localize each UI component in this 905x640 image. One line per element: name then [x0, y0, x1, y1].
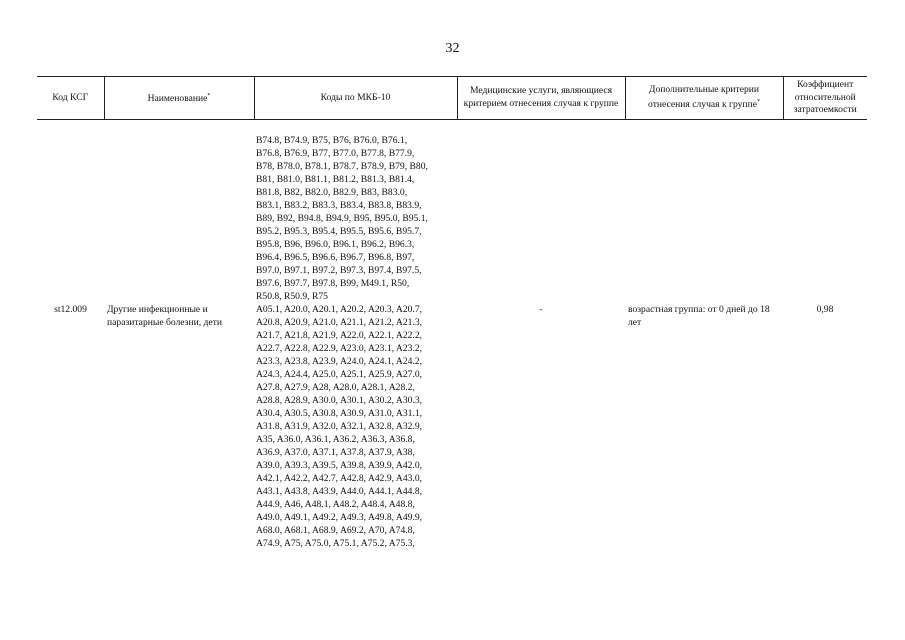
icd-codes-cell — [254, 134, 457, 303]
icd-code-line: B97.0, B97.1, B97.2, B97.3, B97.4, B97.5, — [256, 264, 422, 276]
ksg-name-cell: Другие инфекционные и паразитарные болезни, дети — [107, 303, 223, 328]
icd-code-line: A68.0, A68.1, A68.9, A69.2, A70, A74.8, — [256, 524, 415, 536]
coefficient-cell — [783, 134, 867, 303]
icd-code-line: B97.6, B97.7, B97.8, B99, M49.1, R50, — [256, 277, 410, 289]
icd-code-line: A44.9, A46, A48.1, A48.2, A48.4, A48.8, — [256, 498, 415, 510]
table-row — [37, 134, 867, 303]
icd-code-line: A05.1, A20.0, A20.1, A20.2, A20.3, A20.7, — [256, 303, 423, 315]
icd-code-line: B95.2, B95.3, B95.4, B95.5, B95.6, B95.7, — [256, 225, 422, 237]
icd-code-line: B95.8, B96, B96.0, B96.1, B96.2, B96.3, — [256, 238, 415, 250]
header-icd: Коды по МКБ-10 — [254, 77, 457, 120]
ksg-code-cell — [37, 134, 104, 303]
icd-code-line: A36.9, A37.0, A37.1, A37.8, A37.9, A38, — [256, 446, 415, 458]
icd-code-line: B96.4, B96.5, B96.6, B96.7, B96.8, B97, — [256, 251, 415, 263]
ksg-name-cell — [104, 134, 254, 303]
coefficient-cell: 0,98 — [816, 303, 834, 315]
header-services: Медицинские услуги, являющиеся критерием отнесения случая к группе — [457, 77, 625, 120]
icd-code-line: A21.7, A21.8, A21.9, A22.0, A22.1, A22.2, — [256, 329, 423, 341]
header-extra-criteria: Дополнительные критерии отнесения случая к группе* — [625, 77, 783, 120]
icd-code-line: A24.3, A24.4, A25.0, A25.1, A25.9, A27.0, — [256, 368, 423, 380]
icd-code-line: A23.3, A23.8, A23.9, A24.0, A24.1, A24.2, — [256, 355, 423, 367]
header-name: Наименование* — [104, 77, 254, 120]
header-coefficient: Коэффициент относительной затратоемкости — [783, 77, 867, 120]
ksg-table — [37, 76, 867, 550]
extra-criteria-cell — [625, 134, 783, 303]
footnote-mark: * — [207, 92, 211, 99]
icd-code-line: A22.7, A22.8, A22.9, A23.0, A23.1, A23.2, — [256, 342, 423, 354]
services-cell: - — [539, 303, 543, 315]
icd-code-line: A20.8, A20.9, A21.0, A21.1, A21.2, A21.3, — [256, 316, 423, 328]
table-row — [37, 303, 867, 550]
footnote-mark: * — [756, 99, 760, 106]
icd-code-line: A28.8, A28.9, A30.0, A30.1, A30.2, A30.3, — [256, 394, 423, 406]
ksg-code-cell: st12.009 — [54, 303, 87, 315]
extra-criteria-cell: возрастная группа: от 0 дней до 18 лет — [628, 303, 770, 328]
icd-code-line: A39.0, A39.3, A39.5, A39.8, A39.9, A42.0, — [256, 459, 423, 471]
icd-code-line: A30.4, A30.5, A30.8, A30.9, A31.0, A31.1, — [256, 407, 423, 419]
icd-code-line: A74.9, A75, A75.0, A75.1, A75.2, A75.3, — [256, 537, 415, 549]
icd-code-line: A35, A36.0, A36.1, A36.2, A36.3, A36.8, — [256, 433, 415, 445]
header-code: Код КСГ — [37, 77, 104, 120]
page-number: 32 — [445, 41, 460, 56]
icd-codes-cell — [254, 303, 457, 550]
icd-code-line: A31.8, A31.9, A32.0, A32.1, A32.8, A32.9, — [256, 420, 423, 432]
icd-code-line: A43.1, A43.8, A43.9, A44.0, A44.1, A44.8, — [256, 485, 423, 497]
icd-code-line: R50.8, R50.9, R75 — [256, 290, 328, 302]
icd-code-line: B74.8, B74.9, B75, B76, B76.0, B76.1, — [256, 134, 408, 146]
icd-code-line: B81.8, B82, B82.0, B82.9, B83, B83.0, — [256, 186, 408, 198]
icd-code-line: B78, B78.0, B78.1, B78.7, B78.9, B79, B80, — [256, 160, 428, 172]
table-header-row — [37, 77, 867, 120]
icd-code-line: B89, B92, B94.8, B94.9, B95, B95.0, B95.1, — [256, 212, 428, 224]
services-cell — [457, 134, 625, 303]
icd-code-line: A27.8, A27.9, A28, A28.0, A28.1, A28.2, — [256, 381, 415, 393]
icd-code-line: B83.1, B83.2, B83.3, B83.4, B83.8, B83.9, — [256, 199, 422, 211]
icd-code-line: B81, B81.0, B81.1, B81.2, B81.3, B81.4, — [256, 173, 415, 185]
icd-code-line: B76.8, B76.9, B77, B77.0, B77.8, B77.9, — [256, 147, 415, 159]
icd-code-line: A49.0, A49.1, A49.2, A49.3, A49.8, A49.9, — [256, 511, 423, 523]
icd-code-line: A42.1, A42.2, A42.7, A42.8, A42.9, A43.0, — [256, 472, 423, 484]
